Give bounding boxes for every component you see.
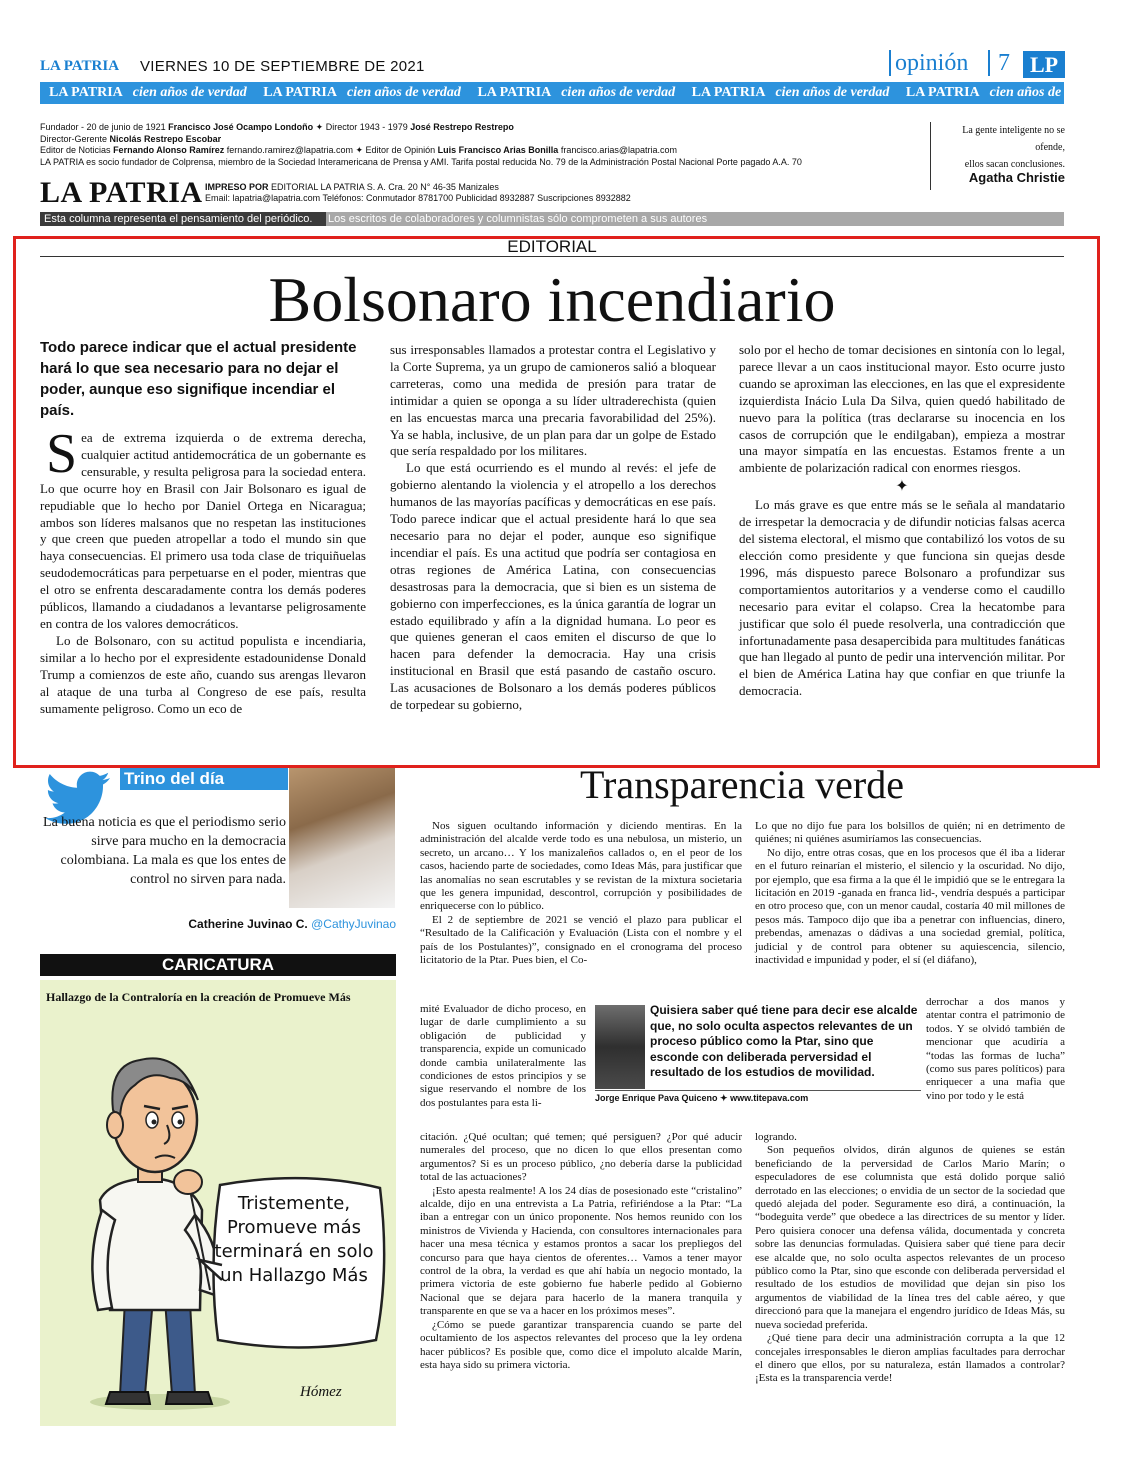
quote-line: La gente inteligente no se ofende, [962, 125, 1065, 153]
caricatura-label: CARICATURA [40, 954, 396, 976]
column-author: Jorge Enrique Pava Quiceno ✦ www.titepava.com [595, 1090, 921, 1104]
paragraph: logrando. [755, 1131, 797, 1143]
printer-info [205, 182, 805, 204]
paragraph: Lo que no dijo fue para los bolsillos de quién; ni en detrimento de quiénes; ni quiénes asumiríamos las consecuencias. [755, 820, 1065, 846]
twitter-handle[interactable]: @CathyJuvinao [311, 917, 396, 931]
editorial-lead: Todo parece indicar que el actual presidente hará lo que sea necesario para no dejar el poder, aunque eso signifique incendiar el país. [40, 339, 357, 419]
paragraph: mité Evaluador de dicho proceso, en lugar de darle cumplimiento a su obligación de publicidad y transparencia, expide un comunicado donde cambia unilateralmente las condiciones de estos principios y se sigue reservando el nombre de los dos postulantes para esta li- [420, 1003, 586, 1109]
credit-name: Nicolás Restrepo Escobar [109, 133, 222, 144]
trino-text: La buena noticia es que el periodismo serio sirve para mucho en la democracia colombiana. La mala es que los entes de control no sirven para nada. [43, 815, 286, 887]
banner-brand: LA PATRIA [263, 85, 337, 100]
credit-text: LA PATRIA es socio fundador de Colprensa, miembro de la Sociedad Interamericana de Prensa y AMI. Tarifa postal reducida No. 79 de la Administración Postal Nacional Porte pagado A.A. 70 [40, 156, 802, 167]
trino-author [40, 917, 396, 931]
credit-email[interactable]: fernando.ramirez@lapatria.com [226, 145, 353, 155]
paragraph: ¿Cómo se puede garantizar transparencia cuando se parte del ocultamiento de los aspectos relevantes del proceso que la ley ordena hacer públicos? Es posible que, como dice el impoluto alcalde Marín, esta haya sido su primera victoria. [420, 1318, 742, 1371]
paragraph: No dijo, entre otras cosas, que en los procesos que él iba a liderar en el futuro reinarían el misterio, el silencio y la oscuridad. No dijo, por ejemplo, que esa firma a la que él le impidió que se le entregara la licitación en 2019 -ganada en franca lid-, vendría después a participar en otro proceso que, con un menor caudal, costaría 40 mil millones de pesos más. Tampoco dijo que iba a penetrar con influencias, dinero, prebendas, amenazas o dádivas a una sociedad gremial, política, judicial y de control para obtener su aquiescencia, silencio, inactividad e impunidad y poder, el sí (el diáfano), [755, 846, 1065, 967]
banner-slogan: cien años de verdad [775, 85, 890, 100]
paragraph: ea de extrema izquierda o de extrema derecha, cualquier actitud antidemocrática de un gobernante es censurable, y resulta peligrosa para la sociedad entera. Lo que ocurre hoy en Brasil con Jair Bolsonaro es igual de repudiable que lo hecho por Daniel Ortega en Nicaragua; ambos son líderes malsanos que no respetan las instituciones y que creen que pueden atropellar a todo el mundo sin que haya consecuencias. El primero usa toda clase de triquiñuelas seudodemocráticas para perpetuarse en el poder, mientras que el otro se enfrenta descaradamente contra los demás poderes públicos, llamando a ciudadanos a levantarse peligrosamente en contra de los valores democráticos. [40, 430, 366, 631]
banner-brand: LA PATRIA [905, 85, 980, 100]
credit-email[interactable]: francisco.arias@lapatria.com [560, 145, 678, 155]
paragraph: sus irresponsables llamados a protestar contra el Legislativo y la Corte Suprema, ya un grupo de camioneros salió a bloquear carreteras, como una medida de presión para tratar de intimidar a quien se oponga a su líder ultraderechista (quien en las encuestas marca una precaria favorabilidad del 25%). Ya se habla, inclusive, de un plan para dar un golpe de Estado que sería respaldado por los militares. [390, 342, 716, 459]
editorial-title: Bolsonaro incendiario [268, 264, 836, 335]
page-number: 7 [988, 50, 1010, 76]
columnist-photo [289, 768, 395, 908]
section-name: opinión [889, 50, 968, 76]
paragraph: solo por el hecho de tomar decisiones en sintonía con lo legal, parece llevar a un caos institucional mayor. Esto ocurre justo cuando se aproximan las elecciones, en las que el expresidente izquierdista Inácio Lula Da Silva, quien quedó habilitado de nuevo para la política (tras declararse su inocencia en los casos de corrupción que le endilgaban), empieza a mostrar una mayor simpatía en las encuestas. Estamos frente a un ambiente de polarización radical con enormes riesgos. [739, 342, 1065, 476]
printer-label: IMPRESO POR [205, 182, 269, 192]
column-text-2b [926, 996, 1065, 1103]
paragraph: derrochar a dos manos y atentar contra el patrimonio de todos. Y se olvidó también de mencionar que acudiría a “todas las formas de lucha” (como sus pares políticos) para enriquecer a una mafia que vino por todo y le está [926, 996, 1065, 1102]
paragraph: El 2 de septiembre de 2021 se venció el plazo para publicar el “Resultado de la Calificación y Evaluación (Lista con el nombre y el país de los Postulantes)”, consignado en el cronograma del proceso licitatorio de la Ptar. Pues bien, el Co- [420, 913, 742, 967]
diamond-icon: ✦ [315, 122, 324, 132]
slogan-banner [40, 82, 1104, 104]
author-name: Catherine Juvinao C. [188, 917, 308, 931]
banner-slogan: cien años de verdad [561, 85, 676, 100]
paragraph: ¿Qué tiene para decir una administración corrupta a la que 12 concejales irresponsables le dieron amplias facultades para derrochar el dinero que ellos, por su naturaleza, están llamados a controlar? ¡Esta es la transparencia verde! [755, 1332, 1065, 1385]
editorial-kicker: EDITORIAL [507, 237, 597, 256]
daily-quote [935, 122, 1065, 173]
pull-quote: Quisiera saber qué tiene para decir ese alcalde que, no solo oculta aspectos relevantes de un proceso público como la Ptar, sino que esconde con deliberada perversidad el resultado de los estudios de movilidad. [650, 1003, 918, 1080]
banner-slogan: cien años de verdad [132, 85, 247, 100]
credit-text: Fundador - 20 de junio de 1921 [40, 122, 166, 132]
paragraph: ¡Esto apesta realmente! A los 24 días de posesionado este “cristalino” alcalde, dijo en una entrevista a La Patria, refiriéndose a la Ptar: “La iban a entregar con un único proponente. Nos hemos reunido con los ministros de Vivienda y Hacienda, con consultores internacionales para hacer una mesa técnica y estamos prontos a sacar los prepliegos del concurso para que haya cientos de oferentes… Vamos a tener mayor control de la obra, la verdad es que ahí había un negocio montado, la primera victoria de este gobierno fue haberle pedido al Gobierno Nacional que se dejara para hacerlo de la manera tranquila y transparente en que se va a hacer en los próximos meses”. [420, 1184, 742, 1318]
diamond-icon: ✦ [355, 145, 364, 155]
printer-contact: Email: lapatria@lapatria.com Teléfonos: Conmutador 8781700 Publicidad 8932887 Suscripciones 8932882 [205, 193, 631, 203]
editorial-disclaimer: Esta columna representa el pensamiento del periódico. [40, 212, 326, 226]
divider [40, 256, 1064, 257]
banner-slogan: cien años de verdad [989, 85, 1104, 100]
lp-logo: LP [1023, 51, 1065, 78]
column-title: Transparencia verde [580, 762, 904, 807]
masthead-logo: LA PATRIA [40, 176, 203, 209]
cartoon-caption: Hallazgo de la Contraloría en la creación de Promueve Más [46, 990, 351, 1004]
column-text-1b [420, 1003, 586, 1110]
banner-brand: LA PATRIA [49, 85, 123, 100]
printer-address: EDITORIAL LA PATRIA S. A. Cra. 20 N° 46-35 Manizales [271, 182, 499, 192]
paragraph: Lo que está ocurriendo es el mundo al revés: el jefe de gobierno alentando la violencia y el atropello a los derechos humanos de las mayorías pacíficas y democráticas en ese país. Todo parece indicar que el actual presidente hará lo que sea necesario para no dejar el poder, aunque eso signifique incendiar el país. Es una actitud que podría ser contagiosa en otras regiones de América Latina, con consecuencias desastrosas para la democracia, que si bien es un sistema de gobierno con imperfecciones, es la única garantía de lograr un estado equilibrado y afín a la dignidad humana. Lo peor es que quienes generan el caos emiten el discurso de que lo hacen para defender la democracia. Hay una crisis institucional en Brasil que está pasando de castaño oscuro. Las acusaciones de Bolsonaro a los demás poderes públicos de torpedear su gobierno, [390, 460, 716, 713]
columnist-photo [595, 1005, 645, 1089]
quote-line: ellos sacan conclusiones. [964, 159, 1065, 170]
paragraph: citación. ¿Qué ocultan; qué temen; qué persiguen? ¿Por qué aducir numerales del proceso, que no dicen lo que ellos presentan como argumentos? Si es un proceso público, ¿no debería darse la publicidad total de las actuaciones? [420, 1131, 742, 1184]
banner-brand: LA PATRIA [691, 85, 766, 100]
column-text-2c [755, 1131, 1065, 1386]
cartoonist-signature: Hómez [300, 1384, 342, 1400]
masthead-credits [40, 122, 900, 168]
trino-label: Trino del día [120, 768, 288, 790]
credit-name: Francisco José Ocampo Londoño [168, 122, 314, 132]
banner-brand: LA PATRIA [477, 85, 552, 100]
separator-icon: ✦ [895, 478, 909, 496]
issue-date: VIERNES 10 DE SEPTIEMBRE DE 2021 [140, 58, 425, 75]
drop-cap: S [46, 423, 78, 485]
speech-bubble-text: Tristemente, Promueve más terminará en solo un Hallazgo Más [214, 1193, 374, 1286]
credit-text: Director-Gerente [40, 133, 108, 144]
editorial-column-1 [40, 423, 366, 717]
banner-slogan: cien años de verdad [347, 85, 461, 100]
column-text-1a [420, 820, 742, 967]
credit-name: Fernando Alonso Ramírez [113, 145, 225, 155]
paragraph: Son pequeños olvidos, dirán algunos de quienes se están beneficiando de la perversidad de Carlos Mario Marín; o especuladores de ese columnista que está dolido porque salió derrotado en las elecciones; o envidia de un sector de la sociedad que quedó alejada del poder. Seguramente eso dirá, a continuación, la “bodeguita verde” que obedece a las directrices de su mentor y líder. Pero quisiera conocer una defensa válida, documentada y concreta sobre las denuncias formuladas. Quisiera saber qué tiene para decir ese alcalde que, no solo oculta aspectos relevantes de un proceso público como la Ptar, sino que esconde con deliberada perversidad el resultado de los estudios de movilidad que dejan sin piso los argumentos de viabilidad de la línea tres del cable aéreo, y que direccionó para que la manejara el engendro jurídico de Ideas Más, su nueva sociedad preferida. [755, 1144, 1065, 1331]
editorial-column-2 [390, 342, 716, 714]
credit-text: Director 1943 - 1979 [325, 122, 408, 132]
paragraph: Lo más grave es que entre más se le señala al mandatario de irrespetar la democracia y de difundir noticias falsas acerca del sistema electoral, el mismo que contabilizó los votos de su elección como presidente y que funciona sin quejas desde 1996, más dispuesto parece Bolsonaro a profundizar sus comportamientos autoritarios y a venderse como el caudillo necesario para evitar el colapso. Crea la hecatombe para justificar que solo él puede resolverla, una contradicción que infortunadamente pasa desapercibida para multitudes fanáticas que han llegado al punto de pedir una intervención militar. Por el bien de América Latina hay que confiar en que triunfe la democracia. [739, 497, 1065, 699]
column-text-1c [420, 1131, 742, 1372]
paragraph: Lo de Bolsonaro, con su actitud populista e incendiaria, similar a lo hecho por el expresidente estadounidense Donald Trump a comienzos de este año, cuando sus arengas llevaron al ataque de una turba al Congreso de ese país, resulta sumamente peligroso. Como un eco de [40, 632, 366, 716]
credit-text: Editor de Opinión [365, 145, 436, 155]
credit-text: Editor de Noticias [40, 145, 111, 155]
paragraph: Nos siguen ocultando información y diciendo mentiras. En la administración del alcalde verde todo es una nebulosa, un misterio, un secreto, un arcano… Y los manizaleños callados o, en el peor de los casos, haciendo parte de sociedades, como Ideas Más, para justificar que las anomalías no sean escrutables y se revistan de la mixtura societaria que les genera impunidad, descontrol, corrupción y posibilidades de enriquecerse con lo público. [420, 820, 742, 913]
credit-name: Luis Francisco Arias Bonilla [437, 145, 559, 155]
brand-name: LA PATRIA [40, 58, 120, 74]
column-text-2a [755, 820, 1065, 967]
editorial-column-3 [739, 342, 1065, 700]
credit-name: José Restrepo Restrepo [410, 122, 514, 132]
columnist-disclaimer: Los escritos de colaboradores y columnistas sólo comprometen a sus autores [326, 212, 1064, 226]
quote-author: Agatha Christie [968, 170, 1065, 185]
